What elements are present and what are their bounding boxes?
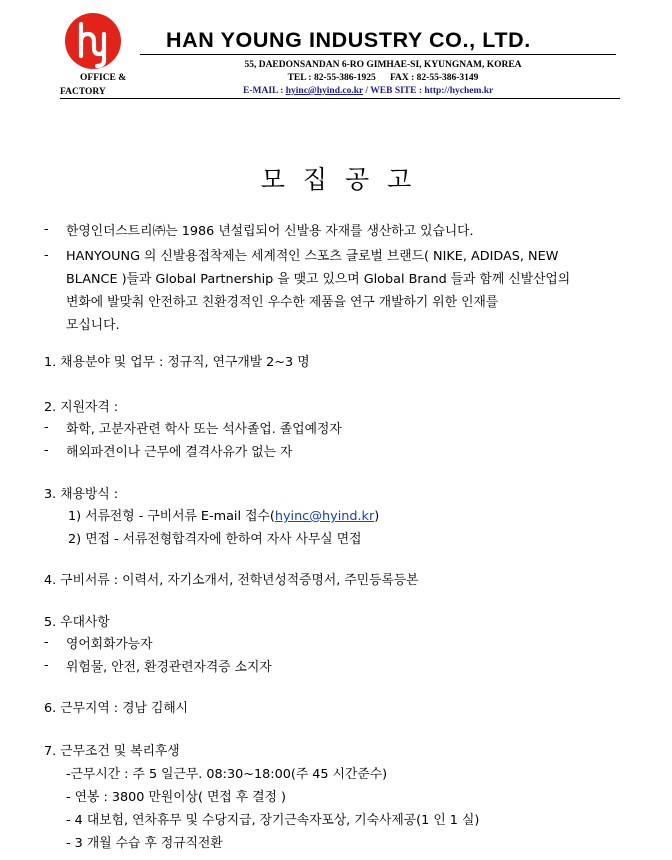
- application-email-link[interactable]: hyinc@hyind.kr: [274, 509, 375, 524]
- section-1-recruit-field: 1. 채용분야 및 업무 : 정규직, 연구개발 2~3 명: [44, 355, 310, 370]
- bullet-dash: -: [44, 248, 49, 263]
- process-step-2: 2) 면접 - 서류전형합격자에 한하여 자사 사무실 면접: [68, 532, 362, 547]
- preference-2: 위험물, 안전, 환경관련자격증 소지자: [66, 660, 272, 675]
- bullet-dash: -: [44, 658, 49, 673]
- intro-line-4: 변화에 발맞춰 안전하고 친환경적인 우수한 제품을 연구 개발하기 위한 인재를: [66, 295, 499, 310]
- section-3-heading: 3. 채용방식 :: [44, 487, 119, 502]
- factory-label: FACTORY: [60, 87, 106, 97]
- bullet-dash: -: [44, 420, 49, 435]
- intro-line-3: BLANCE )들과 Global Partnership 을 맺고 있으며 Global Brand 들과 함께 신발산업의: [66, 272, 571, 287]
- qualification-1: 화학, 고분자관련 학사 또는 석사졸업. 졸업예정자: [66, 422, 342, 437]
- condition-work-hours: -근무시간 : 주 5 일근무. 08:30~18:00(주 45 시간준수): [66, 767, 388, 782]
- website-text[interactable]: / WEB SITE : http://hychem.kr: [363, 86, 494, 96]
- section-2-heading: 2. 지원자격 :: [44, 400, 119, 415]
- qualification-2: 해외파견이나 근무에 결격사유가 없는 자: [66, 445, 293, 460]
- header-divider: [60, 98, 620, 99]
- process-step-1-close: ): [374, 509, 380, 524]
- header-email-link[interactable]: hyinc@hyind.co.kr: [285, 86, 364, 96]
- section-4-documents: 4. 구비서류 : 이력서, 자기소개서, 전학년성적증명서, 주민등록등본: [44, 573, 419, 588]
- process-step-1: [68, 505, 379, 524]
- bullet-dash: -: [44, 635, 49, 650]
- email-label: E-MAIL :: [243, 86, 286, 96]
- office-label: OFFICE &: [80, 73, 127, 83]
- preference-1: 영어회화가능자: [66, 637, 153, 652]
- process-step-1-text: 1) 서류전형 - 구비서류 E-mail 접수(: [68, 509, 275, 524]
- condition-salary: - 연봉 : 3800 만원이상( 면접 후 결정 ): [66, 790, 287, 805]
- condition-benefits: - 4 대보험, 연차휴무 및 수당지급, 장기근속자포상, 기숙사제공(1 인 1 실): [66, 813, 480, 828]
- section-5-heading: 5. 우대사항: [44, 615, 110, 630]
- email-website-line: [243, 86, 493, 96]
- section-6-location: 6. 근무지역 : 경남 김해시: [44, 701, 189, 716]
- bullet-dash: -: [44, 443, 49, 458]
- intro-line-1: 한영인더스트리㈜는 1986 년설립되어 신발용 자재를 생산하고 있습니다.: [66, 224, 474, 239]
- intro-line-2: HANYOUNG 의 신발용접착제는 세계적인 스포츠 글로벌 브랜드( NIKE, ADIDAS, NEW: [66, 249, 559, 264]
- page-title: 모집공고: [260, 165, 430, 194]
- company-logo: [64, 12, 122, 70]
- intro-line-5: 모십니다.: [66, 318, 120, 333]
- section-7-heading: 7. 근무조건 및 복리후생: [44, 744, 180, 759]
- bullet-dash: -: [44, 222, 49, 237]
- condition-probation: - 3 개월 수습 후 정규직전환: [66, 836, 223, 851]
- header-rule: [140, 54, 616, 55]
- company-name: HAN YOUNG INDUSTRY CO., LTD.: [166, 28, 531, 52]
- tel-fax: TEL : 82-55-386-1925 FAX : 82-55-386-3149: [287, 73, 479, 83]
- company-address: 55, DAEDONSANDAN 6-RO GIMHAE-SI, KYUNGNAM, KOREA: [244, 60, 522, 70]
